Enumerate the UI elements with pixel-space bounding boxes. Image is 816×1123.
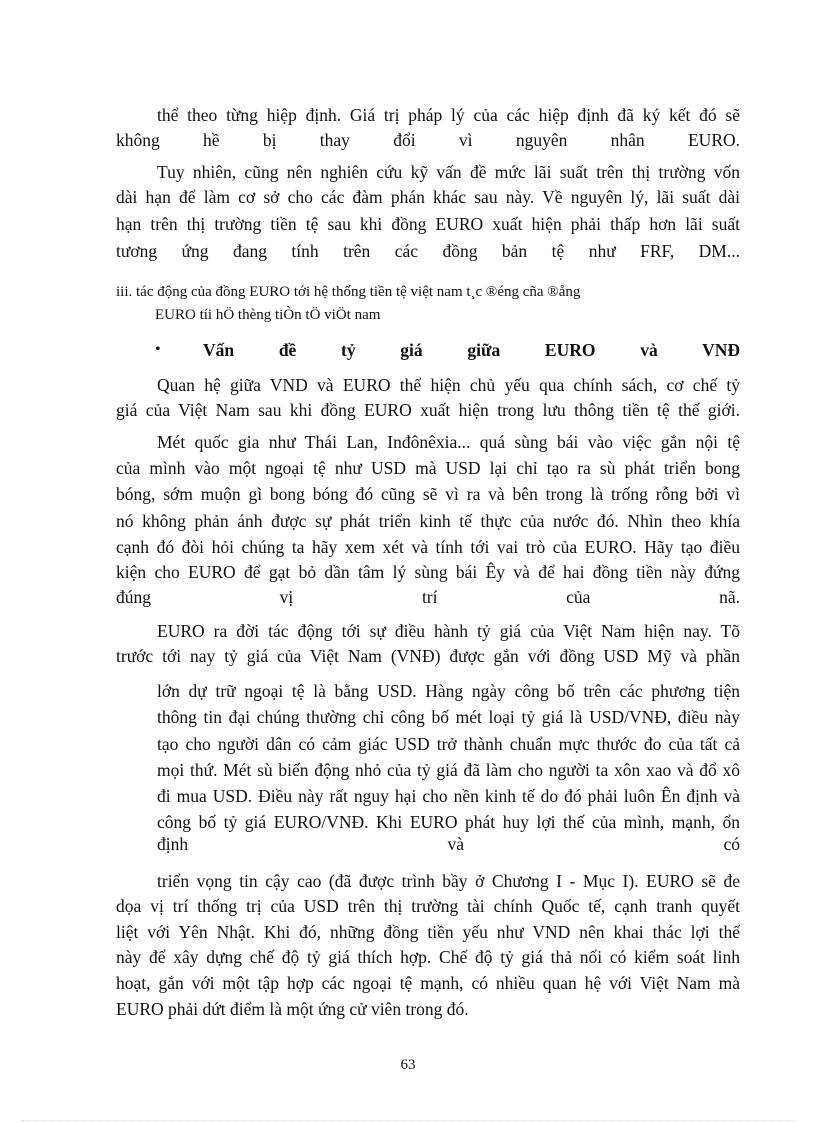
text-line: đúng vị trí của nã.: [116, 587, 740, 607]
text-line: Mét quốc gia như Thái Lan, Inđônêxia... quá sùng bái vào việc gắn nội tệ: [157, 432, 740, 452]
text-line: tạo cho người dân có cảm giác USD trở thành chuẩn mực thước đo của tất cả: [157, 734, 740, 754]
text-line: thông tin đại chúng thường chỉ công bố mét loại tỷ giá là USD/VNĐ, điều này: [157, 707, 740, 727]
text-line: dài hạn để làm cơ sở cho các đàm phán khác sau này. Về nguyên lý, lãi suất dài: [116, 187, 740, 207]
text-line: triển vọng tin cậy cao (đã được trình bầy ở Chương I - Mục I). EURO sẽ đe: [157, 871, 740, 891]
text-line: giá của Việt Nam sau khi đồng EURO xuất hiện trong lưu thông tiền tệ thế giới.: [116, 400, 740, 420]
section-heading-continuation: EURO tíi hÖ thèng tiÒn tÖ viÖt nam: [155, 307, 381, 323]
text-line: EURO ra đời tác động tới sự điều hành tỷ giá của Việt Nam hiện nay. Tõ: [157, 621, 740, 641]
text-line: thể theo từng hiệp định. Giá trị pháp lý của các hiệp định đã ký kết đó sẽ: [157, 105, 740, 125]
text-line: định và có: [157, 834, 740, 854]
text-line: này để xây dựng chế độ tỷ giá thích hợp. Chế độ tỷ giá thả nổi có kiểm soát linh: [116, 947, 740, 967]
text-line: đi mua USD. Điều này rất nguy hại cho nền kinh tế do đó phải luôn Ên định và: [157, 786, 740, 806]
text-line: hoạt, gắn với một tập hợp các ngoại tệ mạnh, có nhiều quan hệ với Việt Nam mà: [116, 973, 740, 993]
text-line: của mình vào một ngoại tệ như USD mà USD lại chỉ tạo ra sù phát triển bong: [116, 458, 740, 478]
text-line: EURO phải dứt điểm là một ứng cử viên trong đó.: [116, 999, 469, 1019]
text-line: trước tới nay tỷ giá của Việt Nam (VNĐ) được gắn với đồng USD Mỹ và phần: [116, 646, 740, 666]
text-line: bóng, sớm muộn gì bong bóng đó cũng sẽ vì ra và bên trong là trống rỗng bởi vì: [116, 484, 740, 504]
bullet-subheading: [155, 338, 740, 362]
text-line: không hề bị thay đổi vì nguyên nhân EURO.: [116, 130, 740, 150]
page-bottom-divider: [22, 1120, 794, 1121]
text-line: tương ứng đang tính trên các đồng bản tệ như FRF, DM...: [116, 241, 740, 261]
text-line: nó không phản ánh được sự phát triển kinh tế thực của nước đó. Nhìn theo khía: [116, 511, 740, 531]
bullet-icon: •: [155, 341, 161, 358]
page-number: 63: [400, 1057, 416, 1073]
subheading-text: Vấn đề tỷ giá giữa EURO và VNĐ: [203, 340, 740, 360]
text-line: cạnh đó đòi hỏi chúng ta hãy xem xét và tính tới vai trò của EURO. Hãy tạo điều: [116, 537, 740, 557]
text-line: Quan hệ giữa VND và EURO thể hiện chủ yếu qua chính sách, cơ chế tỷ: [157, 375, 740, 395]
text-line: hạn trên thị trường tiền tệ sau khi đồng EURO xuất hiện phải thấp hơn lãi suất: [116, 214, 740, 234]
text-line: kiện cho EURO để gạt bỏ dần tâm lý sùng bái Êy và để hai đồng tiền này đứng: [116, 562, 740, 582]
text-line: liệt với Yên Nhật. Khi đó, những đồng tiền yếu như VND nên khai thác lợi thế: [116, 922, 740, 942]
section-heading: iii. tác động của đồng EURO tới hệ thống tiền tệ việt nam t¸c ®éng cña ®ång: [116, 284, 581, 300]
text-line: lớn dự trữ ngoại tệ là bằng USD. Hàng ngày công bố trên các phương tiện: [157, 681, 740, 701]
text-line: Tuy nhiên, cũng nên nghiên cứu kỹ vấn đề mức lãi suất trên thị trường vốn: [157, 162, 740, 182]
text-line: công bố tỷ giá EURO/VNĐ. Khi EURO phát huy lợi thế của mình, mạnh, ổn: [157, 812, 740, 832]
text-line: mọi thứ. Mét sù biến động nhỏ của tỷ giá đã làm cho người ta xôn xao và đổ xô: [157, 760, 740, 780]
text-line: dọa vị trí thống trị của USD trên thị trường tài chính Quốc tế, cạnh tranh quyết: [116, 896, 740, 916]
